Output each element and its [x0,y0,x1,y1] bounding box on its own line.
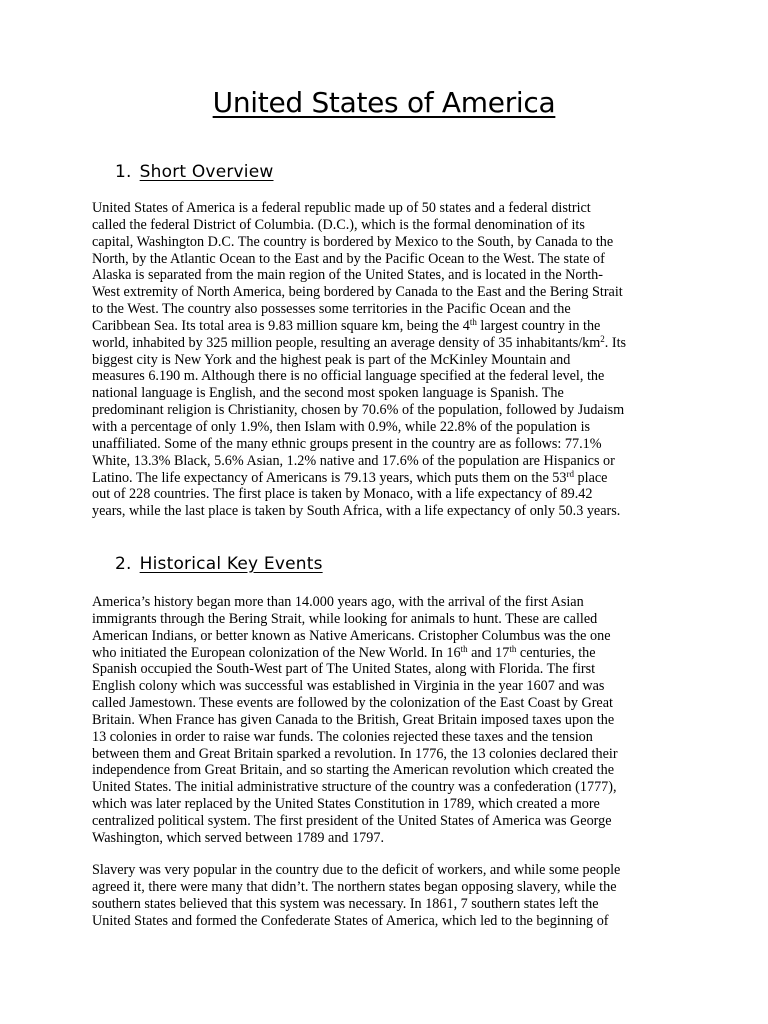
text-segment: and 17 [467,644,510,661]
text-line [92,470,678,487]
paragraph-slavery [92,862,678,929]
text-segment: centuries, the [516,644,596,661]
text-line: out of 228 countries. The first place is taken by Monaco, with a life expectancy of 89.42 [92,486,593,503]
text-line: agreed it, there were many that didn’t. The northern states began opposing slavery, while the [92,878,617,895]
text-segment: Caribbean Sea. Its total area is 9.83 million square km, being the 4 [92,317,470,334]
text-line: 13 colonies in order to raise war funds. The colonies rejected these taxes and the tension [92,728,593,745]
text-line: Alaska is separated from the main region of the United States, and is located in the North- [92,267,603,284]
text-line: United States. The initial administrative structure of the country was a confederation (1777), [92,779,617,796]
text-line: between them and Great Britain sparked a revolution. In 1776, the 13 colonies declared their [92,745,618,762]
text-segment: place [574,469,608,486]
text-line: North, by the Atlantic Ocean to the East and by the Pacific Ocean to the West. The state of [92,250,605,267]
text-line: White, 13.3% Black, 5.6% Asian, 1.2% native and 17.6% of the population are Hispanics or [92,452,615,469]
superscript: th [460,643,468,654]
paragraph-history [92,594,678,847]
text-segment: world, inhabited by 325 million people, resulting an average density of 35 inhabitants/km [92,334,601,351]
text-line: southern states believed that this system was necessary. In 1861, 7 southern states left the [92,895,599,912]
section-heading-historical-key-events [115,554,323,574]
text-line: Spanish occupied the South-West part of The United States, along with Florida. The first [92,661,596,678]
text-segment: . Its [604,334,627,351]
text-line: biggest city is New York and the highest peak is part of the McKinley Mountain and [92,351,571,368]
text-segment: largest country in the [476,317,601,334]
document-title: United States of America [212,86,556,119]
text-line: centralized political system. The first president of the United States of America was George [92,812,612,829]
paragraph-overview [92,200,678,520]
superscript: th [469,316,477,327]
text-line: United States and formed the Confederate States of America, which led to the beginning of [92,912,609,929]
text-line [92,645,678,662]
text-line: United States of America is a federal republic made up of 50 states and a federal district [92,200,591,216]
text-line: Washington, which served between 1789 and 1797. [92,829,384,846]
text-segment: Latino. The life expectancy of Americans is 79.13 years, which puts them on the 53 [92,469,567,486]
section-number: 1. [115,162,132,182]
superscript: rd [566,468,574,479]
text-line: called Jamestown. These events are followed by the colonization of the East Coast by Great [92,695,613,712]
section-title: Historical Key Events [139,554,323,574]
text-line: American Indians, or better known as Native Americans. Cristopher Columbus was the one [92,627,611,644]
superscript: 2 [600,333,605,344]
text-line: immigrants through the Bering Strait, while looking for animals to hunt. These are called [92,610,598,627]
text-line: independence from Great Britain, and so starting the American revolution which created the [92,762,614,779]
text-line: Slavery was very popular in the country due to the deficit of workers, and while some people [92,862,621,878]
text-line: called the federal District of Columbia. (D.C.), which is the formal denomination of its [92,216,585,233]
text-line: which was later replaced by the United States Constitution in 1789, which created a more [92,796,600,813]
text-line: with a percentage of only 1.9%, then Islam with 0.9%, while 22.8% of the population is [92,418,591,435]
text-line: capital, Washington D.C. The country is bordered by Mexico to the South, by Canada to the [92,233,614,250]
section-heading-short-overview [115,162,274,182]
text-line [92,335,678,352]
text-line: national language is English, and the second most spoken language is Spanish. The [92,385,564,402]
text-line: years, while the last place is taken by South Africa, with a life expectancy of only 50.3 years. [92,503,621,520]
text-line: to the West. The country also possesses some territories in the Pacific Ocean and the [92,301,571,318]
text-line: West extremity of North America, being bordered by Canada to the East and the Bering Strait [92,284,623,301]
text-line: America’s history began more than 14.000 years ago, with the arrival of the first Asian [92,594,584,610]
text-line: English colony which was successful was established in Virginia in the year 1607 and was [92,678,605,695]
text-line: measures 6.190 m. Although there is no official language specified at the federal level, the [92,368,605,385]
section-number: 2. [115,554,132,574]
text-line: unaffiliated. Some of the many ethnic groups present in the country are as follows: 77.1% [92,435,602,452]
superscript: th [509,643,517,654]
text-line: predominant religion is Christianity, chosen by 70.6% of the population, followed by Judaism [92,402,625,419]
text-segment: who initiated the European colonization of the New World. In 16 [92,644,461,661]
text-line [92,318,678,335]
section-title: Short Overview [139,162,274,182]
text-line: Britain. When France has given Canada to the British, Great Britain imposed taxes upon the [92,711,615,728]
